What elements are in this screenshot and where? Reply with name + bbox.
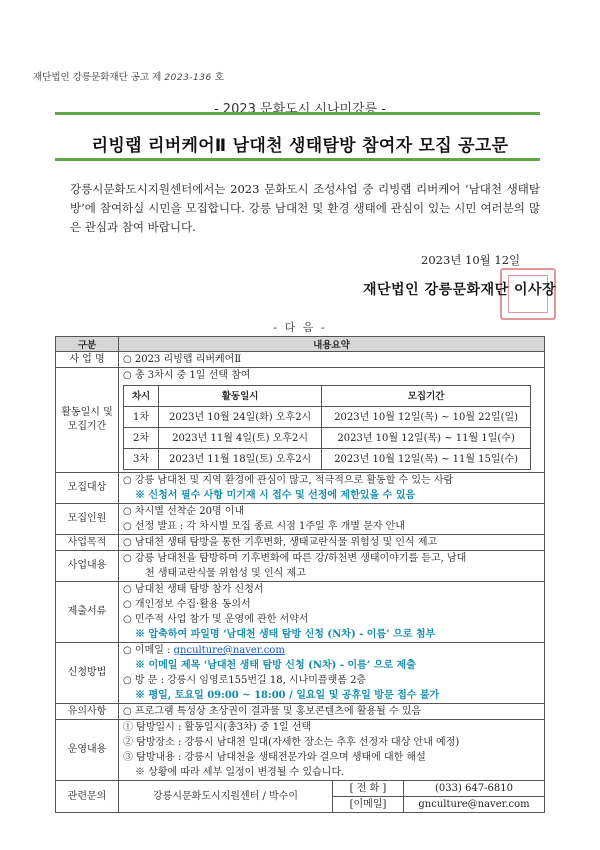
apply-email-prefix: ○ 이메일 : [123, 645, 171, 656]
header-category: 구분 [56, 337, 119, 352]
row-label: 모집인원 [56, 504, 119, 535]
ops-item: ③ 탐방내용 : 강릉시 남대천을 생태전문가와 걸으며 생태에 대한 해설 [123, 752, 426, 763]
contact-center: 강릉시문화도시지원센터 / 박수이 [153, 791, 298, 802]
target-warning: ※ 신청서 필수 사항 미기재 시 접수 및 선정에 제한있을 수 있음 [135, 490, 416, 501]
row-content [119, 720, 545, 781]
doc-item: ○ 민주적 사업 참가 및 운영에 관한 서약서 [123, 614, 309, 625]
row-content: ○ 남대천 생태 탐방을 통한 기후변화, 생태교란식물 위험성 및 인식 제고 [119, 535, 545, 551]
top-divider [55, 112, 540, 115]
row-label: 운영내용 [56, 720, 119, 781]
apply-email-line [123, 643, 540, 658]
table-row-content [56, 551, 545, 582]
doc-item: ○ 남대천 생태 탐방 참가 신청서 [123, 584, 264, 595]
bottom-divider [55, 158, 540, 161]
session-number: 2차 [124, 428, 159, 449]
session-recruit-period: 2023년 10월 12일(목) ~ 11월 15일(수) [322, 449, 531, 470]
apply-visit-line: ○ 방 문 : 강릉시 임영로155번길 18, 시나미플랫폼 2층 [123, 675, 367, 686]
issuer-name: 재단법인 강릉문화재단 이사장 [363, 282, 557, 298]
table-row [124, 407, 531, 428]
row-label: 사업내용 [56, 551, 119, 582]
row-label: 사업목적 [56, 535, 119, 551]
row-label: 활동일시 및 모집기간 [56, 368, 119, 473]
announcement-number [33, 69, 224, 83]
contact-table [119, 781, 544, 812]
row-content [119, 473, 545, 504]
ops-item: ② 탐방장소 : 강릉시 남대천 일대(자세한 장소는 추후 선정자 대상 안내 예정) [123, 737, 460, 748]
recruit-col: 모집기간 [322, 386, 531, 407]
row-content [119, 504, 545, 535]
table-row [124, 428, 531, 449]
activity-col: 활동일시 [159, 386, 322, 407]
count-line: ○ 차시별 선착순 20명 이내 [123, 506, 245, 517]
content-line: ○ 강릉 남대천을 탐방하며 기후변화에 따른 강/하천변 생태이야기를 듣고, 남대 [123, 553, 467, 564]
target-line: ○ 강릉 남대천 및 지역 환경에 관심이 많고, 적극적으로 활동할 수 있는 사람 [123, 475, 454, 486]
ref-number: 2023-136 [164, 73, 212, 83]
session-recruit-period: 2023년 10월 12일(목) ~ 10월 22일(일) [322, 407, 531, 428]
row-label: 신청방법 [56, 643, 119, 704]
session-activity-date: 2023년 11월 4일(토) 오후2시 [159, 428, 322, 449]
doc-item: ○ 개인정보 수집·활용 동의서 [123, 599, 251, 610]
header-summary: 내용요약 [119, 337, 545, 352]
intro-text: 강릉시문화도시지원센터에서는 2023 문화도시 조성사업 중 리빙랩 리버케어 ‘남대천 생태탐방’에 참여하실 시민을 모집합니다. 강릉 남대천 및 환경 생태에 관심이 있는 시민 여러분의 많은 관심과 참여 바랍니다. [70, 182, 540, 234]
table-row-docs [56, 582, 545, 643]
row-content [119, 643, 545, 704]
session-number: 1차 [124, 407, 159, 428]
phone-value: (033) 647-6810 [404, 781, 545, 797]
table-row-business [56, 352, 545, 368]
content-line: 천 생태교란식물 위험성 및 인식 제고 [145, 568, 306, 579]
row-content: ○ 프로그램 특성상 초상권이 결과물 및 홍보콘텐츠에 활용될 수 있음 [119, 704, 545, 720]
table-row-period [56, 368, 545, 473]
table-row-purpose [56, 535, 545, 551]
table-row-notice [56, 704, 545, 720]
phone-label: [ 전 화 ] [333, 781, 404, 797]
ops-item: ① 탐방일시 : 활동일시(총3차) 중 1일 선택 [123, 722, 312, 733]
session-activity-date: 2023년 11월 18일(토) 오후2시 [159, 449, 322, 470]
row-content [119, 781, 545, 813]
table-row-target [56, 473, 545, 504]
session-activity-date: 2023년 10월 24일(화) 오후2시 [159, 407, 322, 428]
document-title: 리빙랩 리버케어Ⅱ 남대천 생태탐방 참여자 모집 공고문 [91, 136, 509, 156]
row-label: 관련문의 [56, 781, 119, 813]
issue-date: 2023년 10월 12일 [421, 253, 521, 267]
intro-paragraph [70, 180, 540, 237]
apply-email-note: ※ 이메일 제목 ‘남대천 생태 탐방 신청 (N차) - 이름’ 으로 제출 [135, 660, 416, 671]
ops-note: ※ 상황에 따라 세부 일정이 변경될 수 있습니다. [135, 767, 345, 778]
apply-email-link[interactable]: gnculture@naver.com [173, 645, 285, 656]
email-value[interactable]: gnculture@naver.com [404, 797, 545, 813]
apply-visit-note: ※ 평일, 토요일 09:00 ~ 18:00 / 일요일 및 공휴일 방문 접수 불가 [135, 690, 440, 701]
table-row-ops [56, 720, 545, 781]
table-row-count [56, 504, 545, 535]
row-content: ○ 2023 리빙랩 리버케어Ⅱ [119, 352, 545, 368]
session-recruit-period: 2023년 10월 12일(목) ~ 11월 1일(수) [322, 428, 531, 449]
row-label: 제출서류 [56, 582, 119, 643]
sessions-header-row [124, 386, 531, 407]
row-content [119, 582, 545, 643]
series-subtitle: - 2023 문화도시 시나미강릉 - [213, 102, 387, 117]
table-row [124, 449, 531, 470]
sessions-table [123, 385, 531, 470]
ref-label: 재단법인 강릉문화재단 공고 제 [33, 72, 162, 83]
summary-table [55, 336, 545, 813]
session-col: 차시 [124, 386, 159, 407]
selection-line: ○ 선정 발표 : 각 차시별 모집 종료 시점 1주일 후 개별 문자 안내 [123, 521, 405, 532]
table-row-apply [56, 643, 545, 704]
section-marker: - 다 음 - [273, 321, 327, 334]
row-label: 사 업 명 [56, 352, 119, 368]
row-content [119, 551, 545, 582]
row-label: 유의사항 [56, 704, 119, 720]
docs-warning: ※ 압축하여 파일명 ‘남대천 생태 탐방 신청 (N차) - 이름’ 으로 첨부 [135, 629, 436, 640]
table-header-row [56, 337, 545, 352]
session-number: 3차 [124, 449, 159, 470]
row-label: 모집대상 [56, 473, 119, 504]
period-note: ○ 총 3차시 중 1일 선택 참여 [123, 370, 251, 381]
table-row-contact [56, 781, 545, 813]
row-content [119, 368, 545, 473]
email-label: [이메일] [333, 797, 404, 813]
ref-suffix: 호 [214, 72, 224, 83]
